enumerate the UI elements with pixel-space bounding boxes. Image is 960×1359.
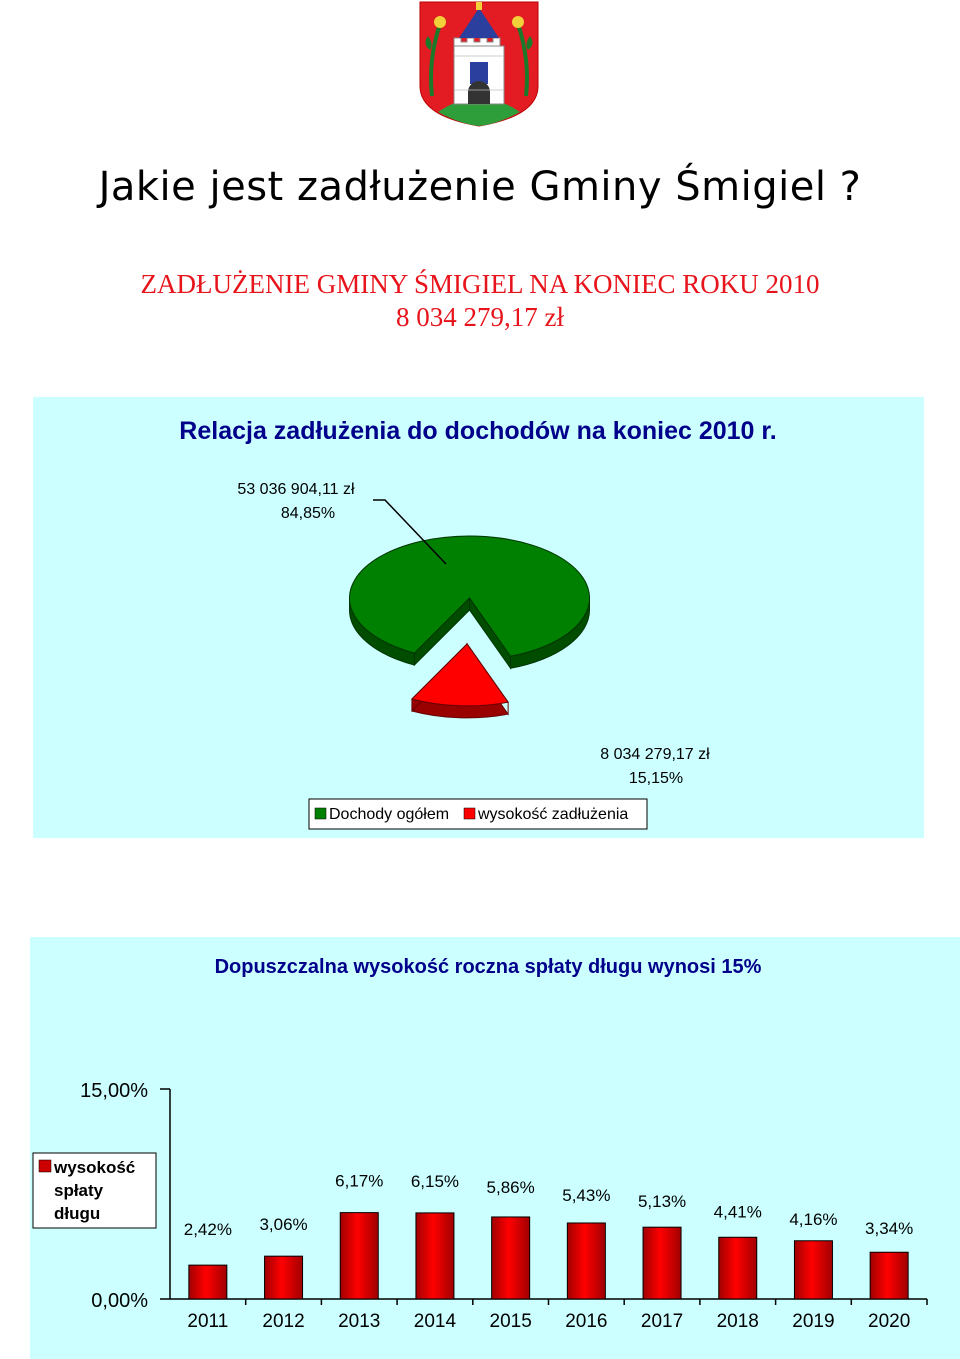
- bar-2019: [794, 1241, 832, 1299]
- x-tick-label-2019: 2019: [792, 1311, 835, 1332]
- x-tick-label-2018: 2018: [716, 1311, 759, 1332]
- bar-chart: [30, 937, 960, 1359]
- bar-chart-panel: [30, 937, 960, 1359]
- x-tick-label-2017: 2017: [640, 1311, 684, 1332]
- bar-value-label-2016: 5,43%: [562, 1185, 611, 1205]
- bar-value-label-2018: 4,41%: [713, 1202, 762, 1222]
- debt-label-amount: 8 034 279,17 zł: [600, 746, 710, 763]
- legend-line-1: wysokość: [54, 1158, 136, 1177]
- bar-2013: [340, 1213, 378, 1299]
- pie-chart-title: Relacja zadłużenia do dochodów na koniec 2010 r.: [179, 417, 777, 445]
- municipality-crest: [418, 0, 540, 128]
- bar-2012: [265, 1256, 303, 1299]
- x-tick-label-2014: 2014: [413, 1311, 457, 1332]
- bar-2016: [567, 1223, 605, 1299]
- bar-value-label-2013: 6,17%: [335, 1171, 384, 1191]
- legend-label-income: Dochody ogółem: [329, 806, 450, 823]
- debt-heading: [0, 268, 960, 334]
- debt-heading-amount: 8 034 279,17 zł: [396, 302, 564, 332]
- bar-value-label-2015: 5,86%: [486, 1177, 535, 1197]
- bar-value-label-2017: 5,13%: [637, 1192, 687, 1212]
- bar-value-label-2011: 2,42%: [183, 1220, 232, 1240]
- debt-heading-line1: ZADŁUŻENIE GMINY ŚMIGIEL NA KONIEC ROKU 2010: [140, 269, 820, 299]
- bar-value-label-2014: 6,15%: [410, 1171, 460, 1191]
- x-tick-label-2012: 2012: [262, 1311, 305, 1332]
- y-tick-label-max: 15,00%: [80, 1080, 148, 1102]
- legend-swatch-repayment: [39, 1160, 51, 1172]
- bar-2011: [189, 1265, 227, 1299]
- bar-value-label-2020: 3,34%: [865, 1219, 914, 1239]
- bar-2017: [643, 1227, 681, 1299]
- x-tick-label-2016: 2016: [565, 1311, 608, 1332]
- bar-value-label-2012: 3,06%: [259, 1215, 308, 1235]
- legend-swatch-income: [315, 808, 326, 819]
- legend-swatch-debt: [464, 808, 475, 819]
- legend-line-3: długu: [54, 1204, 101, 1223]
- pie-legend: [309, 799, 647, 829]
- legend-line-2: spłaty: [54, 1181, 104, 1200]
- page-title: Jakie jest zadłużenie Gminy Śmigiel ?: [98, 164, 862, 210]
- x-tick-label-2011: 2011: [187, 1311, 229, 1332]
- pie-slice-debt: [412, 644, 508, 718]
- pie-chart-panel: [33, 397, 924, 838]
- bar-2014: [416, 1213, 454, 1299]
- income-label-percent: 84,85%: [280, 505, 336, 522]
- legend-label-debt: wysokość zadłużenia: [478, 806, 629, 823]
- bar-value-label-2019: 4,16%: [789, 1209, 838, 1229]
- bar-2020: [870, 1252, 908, 1299]
- pie-chart: [33, 397, 924, 838]
- y-tick-label-min: 0,00%: [91, 1290, 148, 1312]
- bar-2015: [492, 1217, 530, 1299]
- x-tick-label-2013: 2013: [338, 1311, 381, 1332]
- debt-label-percent: 15,15%: [628, 770, 684, 787]
- bar-2018: [719, 1237, 757, 1299]
- x-tick-label-2015: 2015: [489, 1311, 532, 1332]
- bar-chart-title: Dopuszczalna wysokość roczna spłaty długu wynosi 15%: [214, 956, 762, 978]
- bar-legend: [33, 1153, 156, 1228]
- income-label-amount: 53 036 904,11 zł: [237, 481, 355, 498]
- x-tick-label-2020: 2020: [868, 1311, 911, 1332]
